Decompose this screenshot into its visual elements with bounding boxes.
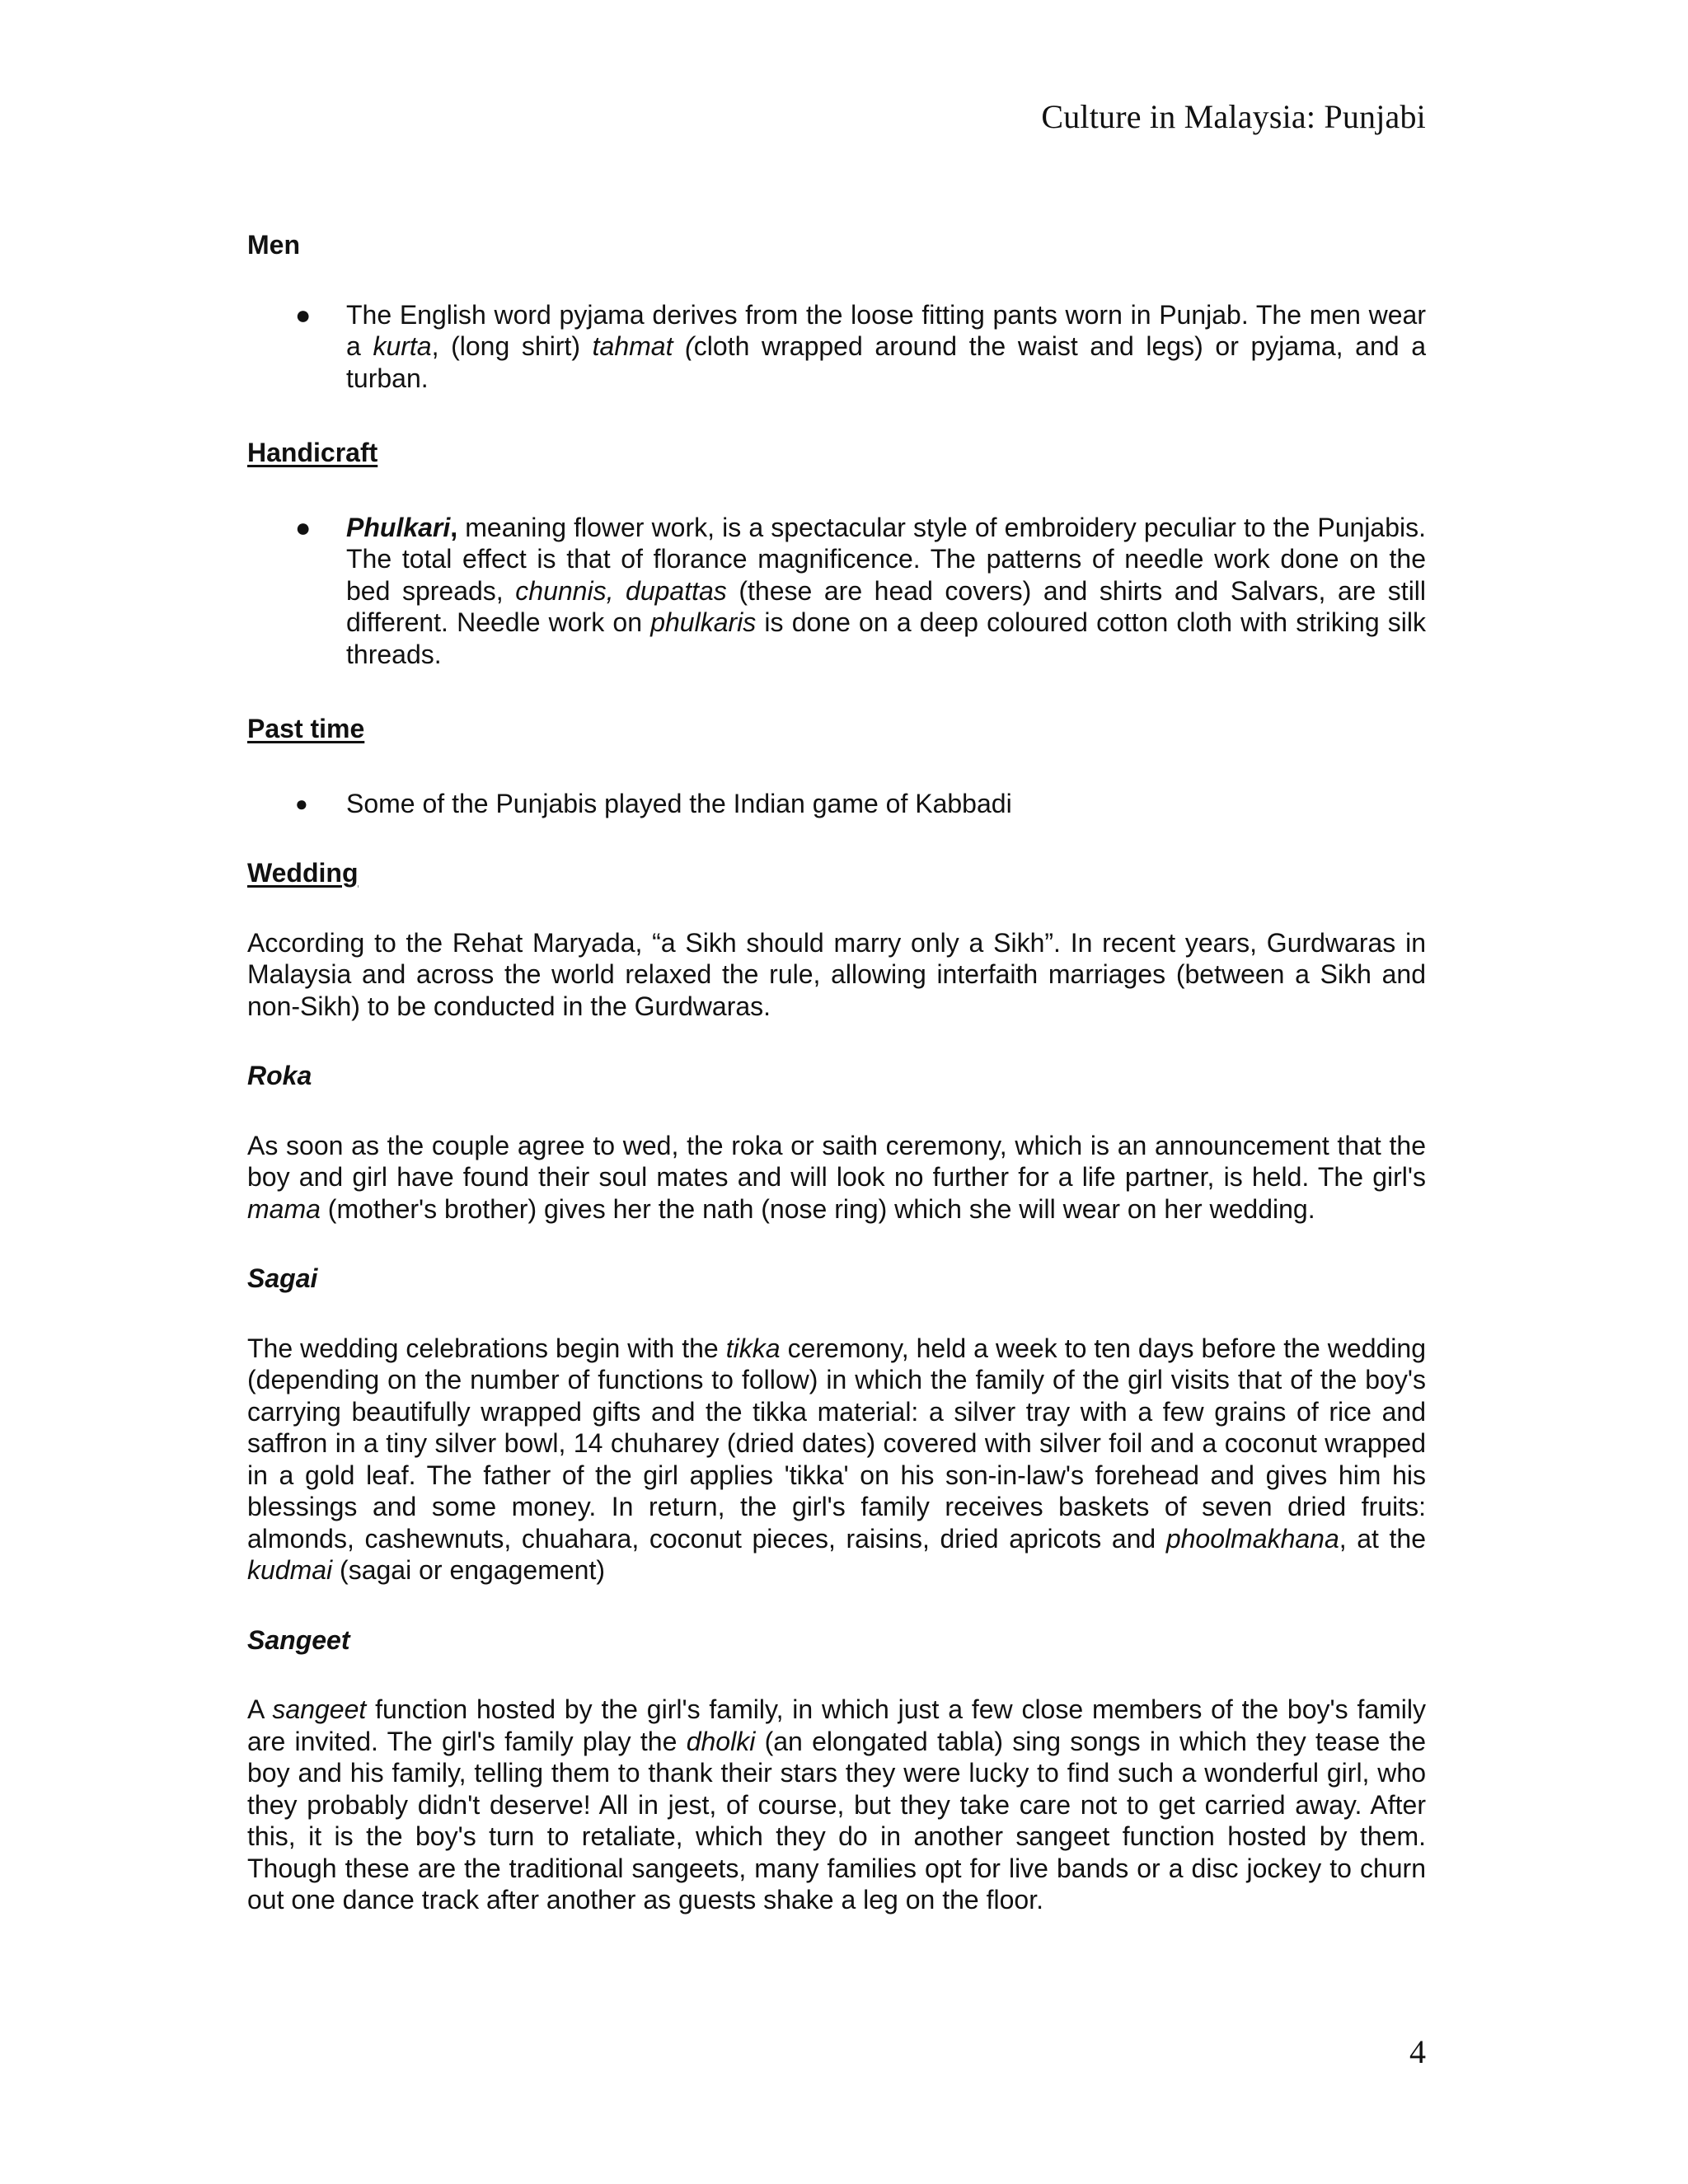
page-content [247, 229, 1426, 1916]
page-number: 4 [1409, 2033, 1426, 2070]
past-time-list [247, 788, 1426, 820]
running-header: Culture in Malaysia: Punjabi [1041, 98, 1426, 135]
section-heading-past-time: Past time [247, 714, 365, 743]
list-item: ● The English word pyjama derives from the loose fitting pants worn in Punjab. The men wear a kurta, (long shirt) tahmat (cloth wrapped around the waist and legs) or pyjama, and a turban. [295, 299, 1426, 393]
sangeet-paragraph: A sangeet function hosted by the girl's family, in which just a few close members of the boy's family are invited. The girl's family play the dholki (an elongated tabla) sing songs in which they tease the boy and his family, telling them to thank their stars they were lucky to find such a wonderful girl, who they probably didn't deserve! All in jest, of course, but they take care not to get carried away. After this, it is the boy's turn to retaliate, which they do in another sangeet function hosted by them. Though these are the traditional sangeets, many families opt for live bands or a disc jockey to churn out one dance track after another as guests shake a leg on the floor. [247, 1694, 1427, 1915]
section-heading-handicraft: Handicraft [247, 438, 378, 467]
subheading-roka: Roka [247, 1061, 312, 1090]
subheading-sagai: Sagai [247, 1263, 318, 1293]
roka-paragraph: As soon as the couple agree to wed, the roka or saith ceremony, which is an announcement that the boy and girl have found their soul mates and will look no further for a life partner, is held. The girl's mama (mother's brother) gives her the nath (nose ring) which she will wear on her wedding. [247, 1130, 1426, 1224]
list-item: ● Some of the Punjabis played the Indian game of Kabbadi [295, 788, 1012, 818]
section-heading-wedding: Wedding [247, 858, 359, 888]
subheading-sangeet: Sangeet [247, 1624, 350, 1655]
bullet-icon: ● [295, 299, 312, 330]
sagai-paragraph: The wedding celebrations begin with the tikka ceremony, held a week to ten days before the wedding (depending on the number of functions to follow) in which the family of the girl visits that of the boy's carrying beautifully wrapped gifts and the tikka material: a silver tray with a few grains of rice and saffron in a tiny silver bowl, 14 chuharey (dried dates) covered with silver foil and a coconut wrapped in a gold leaf. The father of the girl applies 'tikka' on his son-in-law's forehead and gives him his blessings and some money. In return, the girl's family receives baskets of seven dried fruits: almonds, cashewnuts, chuahara, coconut pieces, raisins, dried apricots and phoolmakhana, at the kudmai (sagai or engagement) [247, 1333, 1427, 1585]
bullet-icon: ● [295, 790, 308, 816]
bullet-icon: ● [295, 512, 312, 542]
list-item: ● Phulkari, meaning flower work, is a spectacular style of embroidery peculiar to the Punjabis. The total effect is that of florance magnificence. The patterns of needle work done on the bed spreads, chunnis, dupattas (these are head covers) and shirts and Salvars, are still different. Needle work on phulkaris is done on a deep coloured cotton cloth with striking silk threads. [295, 512, 1427, 669]
handicraft-list [247, 512, 1426, 671]
men-list [247, 299, 1426, 395]
section-heading-men: Men [247, 230, 300, 260]
wedding-intro: According to the Rehat Maryada, “a Sikh should marry only a Sikh”. In recent years, Gurdwaras in Malaysia and across the world relaxed the rule, allowing interfaith marriages (between a Sikh and non-Sikh) to be conducted in the Gurdwaras. [247, 927, 1426, 1021]
